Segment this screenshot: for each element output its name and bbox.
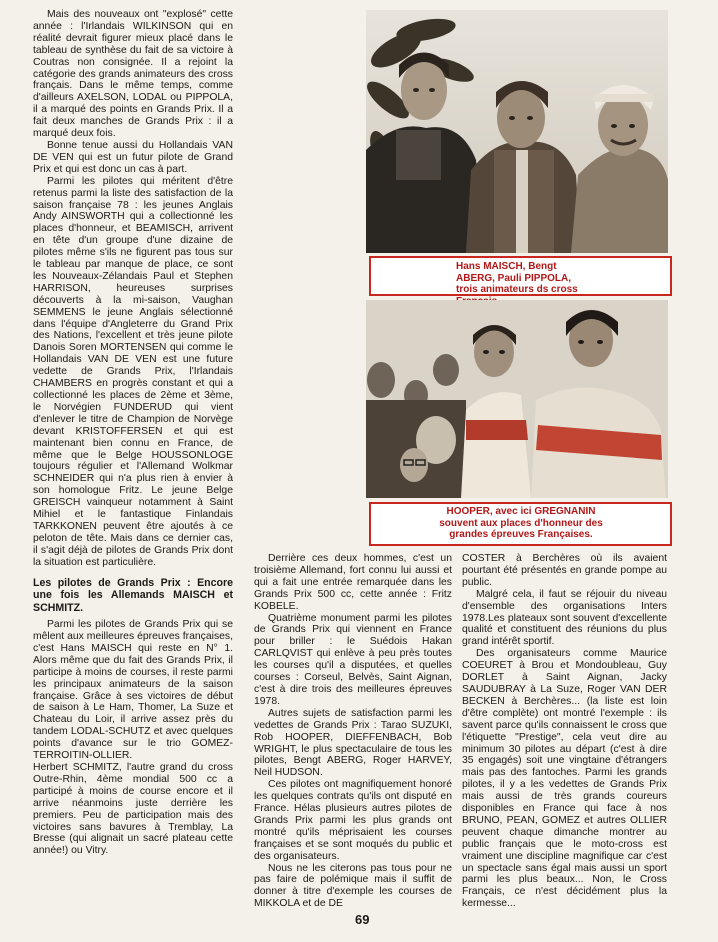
- text-column-3: [462, 553, 667, 910]
- caption-text: Hans MAISCH, Bengt ABERG, Pauli PIPPOLA, trois animateurs ds cross: [456, 261, 578, 295]
- photo-caption-1: [369, 256, 672, 296]
- paragraph: Des organisateurs comme Maurice COEURET à Brou et Mondoubleau, Guy DORLET à Saint Aignan, Jacky SAUDUBRAY à La Suze, Roger VAN DER BECKEN à Berchères... (la liste est loin d'être complète) ont montré l'exemple : ils savent parce qu'ils connaissent le cross que l'étiquette "Prestige", cela veut dire au minimum 30 pilotes au départ (c'est à dire 35 engagés) soit une vingtaine d'étrangers mais pas des fantoches. Parmi les grands pilotes, il y a les vedettes de Grands Prix mais aussi de très grands coureurs disponibles en France qui face à nos BRUNO, PEAN, GOMEZ et autres OLLIER peuvent chaque dimanche montrer au public français que le moto-cross est vraiment une discipline magnifique car c'est un spectacle sans égal mais aussi un sport parmi les plus beaux... Non, le Cross Français, ce n'est décidément plus la kermesse...: [462, 648, 667, 910]
- text-column-2: [254, 553, 452, 910]
- paragraph: Bonne tenue aussi du Hollandais VAN DE VEN qui est un futur pilote de Grand Prix et qui est donc un cas à part.: [33, 139, 233, 175]
- paragraph: Autres sujets de satisfaction parmi les vedettes de Grands Prix : Tarao SUZUKI, Rob HOOPER, DIEFFENBACH, Bob WRIGHT, le plus spectaculaire de tous les pilotes, Bengt ABERG, Roger HARVEY, Neil HUDSON.: [254, 707, 452, 779]
- page-number: 69: [355, 912, 370, 927]
- paragraph: Malgré cela, il faut se réjouir du niveau d'ensemble des organisations Inters 1978.Les plateaux sont souvent d'excellente qualité et constituent des réunions du plus grand intérêt sportif.: [462, 588, 667, 648]
- riders-photo: [366, 300, 668, 498]
- paragraph: COSTER à Berchères où ils avaient pourtant été présentés en grande pompe au public.: [462, 553, 667, 588]
- podium-photo: [366, 10, 668, 253]
- caption-text: HOOPER, avec ici GREGNANIN souvent aux places d'honneur des grandes épreuves Françaises.: [439, 506, 603, 540]
- paragraph: Derrière ces deux hommes, c'est un troisième Allemand, fort connu lui aussi et qui a fait une entrée remarquée dans les Grands Prix 500 cc, cette année : Fritz KOBELE.: [254, 553, 452, 612]
- photo-caption-2: [369, 502, 672, 546]
- paragraph: Quatrième monument parmi les pilotes de Grands Prix qui viennent en France pour briller : le Suédois Hakan CARLQVIST qui enlève à peu près toutes les courses qu'il a disputées, et quelles courses : Corseul, Belvès, Saint Aignan, c'est à dire trois des meilleures épreuves 1978.: [254, 612, 452, 707]
- text-column-1: [33, 9, 233, 857]
- podium-photo-image: [366, 10, 668, 253]
- riders-photo-image: [366, 300, 668, 498]
- paragraph: Nous ne les citerons pas tous pour ne pas faire de polémique mais il suffit de donner à titre d'exemple les courses de MIKKOLA et de DE: [254, 862, 452, 910]
- paragraph: Parmi les pilotes qui méritent d'être retenus parmi la liste des satisfaction de la saison française 78 : les jeunes Anglais Andy AINSWORTH qui a collectionné les places d'honneur, et BEAMISCH, arrivent en tête d'un groupe d'une dizaine de pilotes même s'ils ne figurent pas tous sur le tableau par manque de place, ce sont les Nouveaux-Zélandais Paul et Stephen HARRISON, heureuses surprises découverts à la mi-saison, Vaughan SEMMENS le jeune Anglais sélectionné dans l'équipe d'Angleterre du Grand Prix des Nations, l'excellent et très jeune pilote Danois Soren MORTENSEN qui comme le Hollandais VAN DE VEN est une future vedette de Grands Prix, l'Irlandais CHAMBERS en progrès constant et qui a collectionné les places de 2ème et 3ème, le Norvégien FUNDERUD qui vient d'enlever le titre de Champion de Norvège devant KRISTOFFERSEN et qui est maintenant bien connu en France, de même que le Belge HOUSSONLOGE toujours régulier et l'Allemand Wolkmar SCHNEIDER qui n'a plus rien à envier à son homologue Fritz. Le jeune Belge GREISCH vainqueur notamment à Saint Mihiel et le fantastique Finlandais TARKKONEN peuvent être ajoutés à ce peloton de tête. Mais dans ce dernier cas, il s'agit déjà de pilotes de Grands Prix dont la situation est particulière.: [33, 175, 233, 568]
- paragraph: Parmi les pilotes de Grands Prix qui se mêlent aux meilleures épreuves françaises, c'est Hans MAISCH qui reste en N° 1. Alors même que du fait des Grands Prix, il participe à moins de courses, il reste parmi les principaux animateurs de la saison française. Grâce à ses victoires de début de saison à Le Ham, Thomer, La Suze et Chateau du Loir, il arrive assez près du tandem LODAL-SCHUTZ et avec quelques points d'avance sur le trio GOMEZ-TERROITIN-OLLIER.: [33, 619, 233, 762]
- section-heading: Les pilotes de Grands Prix : Encore une fois les Allemands MAISCH et SCHMITZ.: [33, 576, 233, 614]
- paragraph: Mais des nouveaux ont "explosé" cette année : l'Irlandais WILKINSON qui en réalité devrait figurer mieux placé dans le tableau de synthèse du fait de sa victoire à Coutras non consignée. Il a rejoint la catégorie des grands animateurs des cross français. Dans le même temps, comme d'ailleurs AXELSON, LODAL ou PIPPOLA, il a marqué des points en Grands Prix. Il a fait deux manches de Grands Prix : il a marqué deux fois.: [33, 9, 233, 140]
- paragraph: Ces pilotes ont magnifiquement honoré les quelques contrats qu'ils ont disputé en France. Hélas plusieurs autres pilotes de Grands Prix parmi les plus grands ont montré qu'ils méprisaient les courses françaises et se sont moqués du public et des organisateurs.: [254, 779, 452, 862]
- paragraph: Herbert SCHMITZ, l'autre grand du cross Outre-Rhin, 4ème mondial 500 cc a participé à moins de course encore et il arrive néanmoins juste derrière les premiers. Peu de participation mais des victoires sans bavures à Tremblay, La Bresse (qui alignait un sacré plateau cette année!) ou Vitry.: [33, 761, 233, 857]
